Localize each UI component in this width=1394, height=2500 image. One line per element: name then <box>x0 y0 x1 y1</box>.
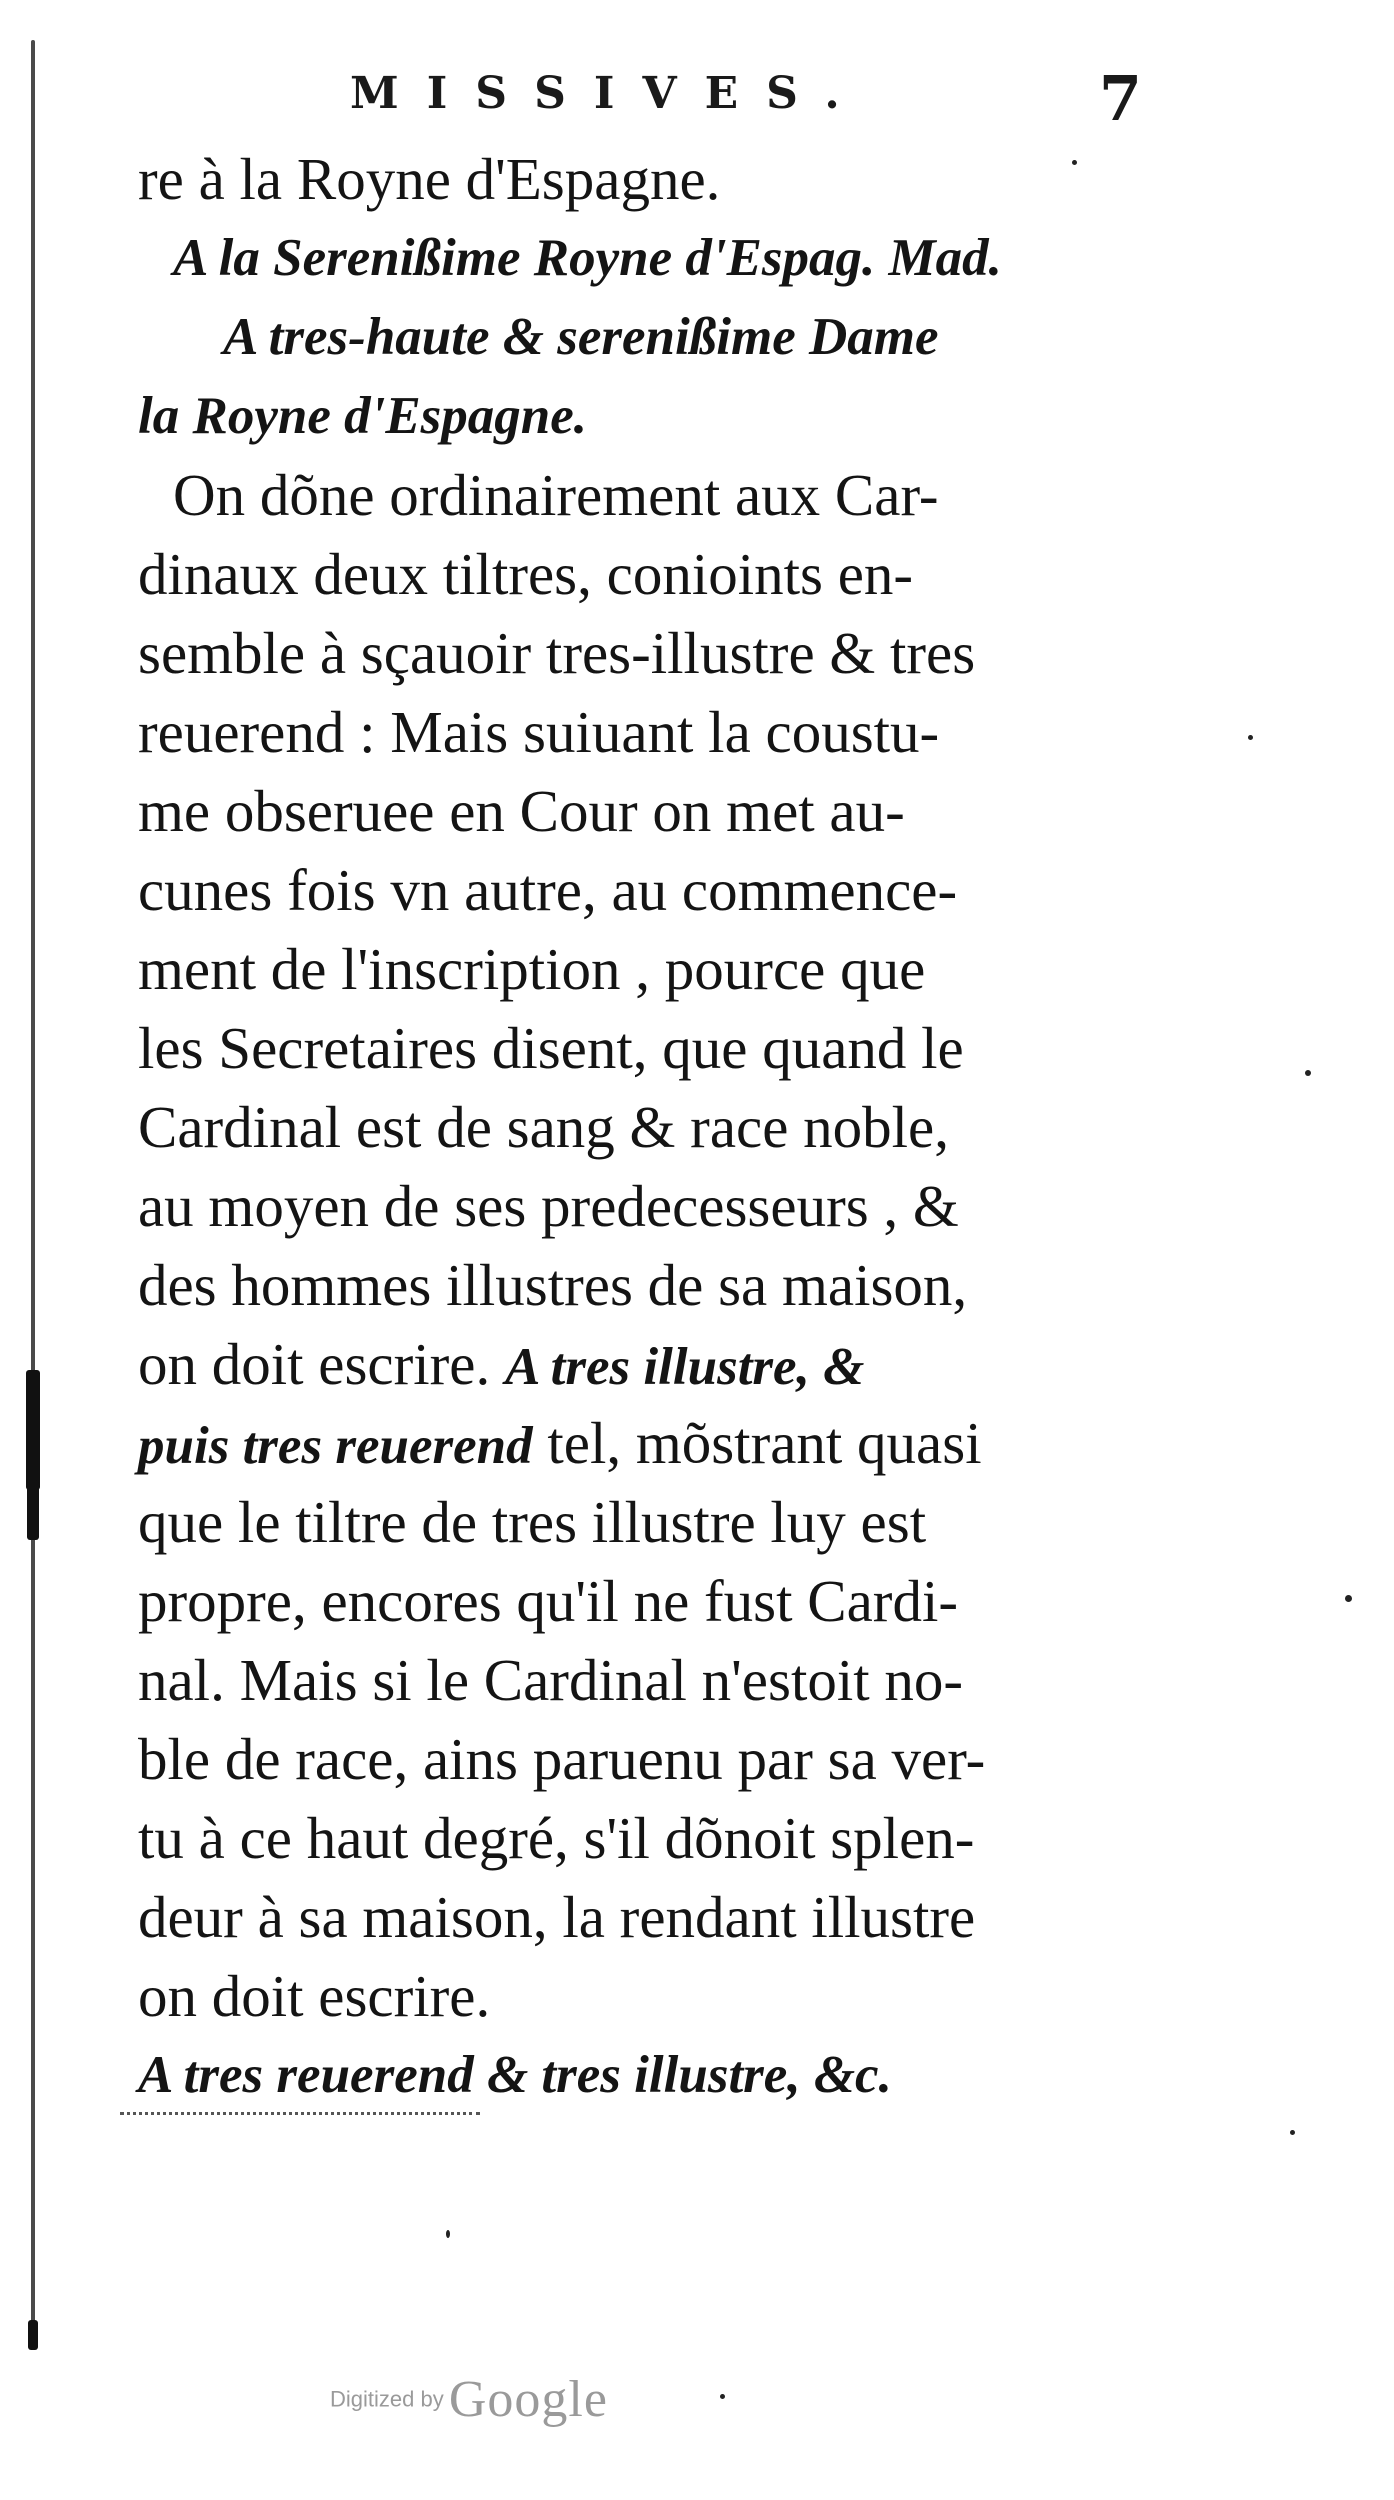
text-line-content: dinaux deux tiltres, conioints en- <box>138 541 914 607</box>
text-line-content: on doit escrire. <box>138 1331 491 1397</box>
text-line-content: reuerend : Mais suiuant la coustu- <box>138 699 940 765</box>
running-head: MISSIVES. <box>350 68 868 119</box>
text-line <box>118 219 1178 298</box>
text-line <box>118 693 1178 772</box>
digitization-watermark <box>330 2370 608 2429</box>
text-line <box>118 1167 1178 1246</box>
body-text <box>118 140 1178 2115</box>
text-line <box>118 1088 1178 1167</box>
text-line-content: les Secretaires disent, que quand le <box>138 1015 964 1081</box>
text-line-content: la Royne d'Espagne. <box>138 387 588 445</box>
text-line-content: me obseruee en Cour on met au- <box>138 778 905 844</box>
ink-speck <box>1345 1595 1352 1602</box>
text-line-content: semble à sçauoir tres-illustre & tres <box>138 620 976 686</box>
text-line <box>118 1799 1178 1878</box>
ink-speck <box>1248 735 1253 740</box>
ink-speck <box>1305 1070 1311 1076</box>
text-line <box>118 1878 1178 1957</box>
text-line-content: cunes fois vn autre, au commence- <box>138 857 958 923</box>
text-line <box>118 930 1178 1009</box>
watermark-prefix: Digitized by <box>330 2386 444 2412</box>
watermark-logo: Google <box>448 2371 608 2428</box>
text-line-italic: puis tres reuerend <box>138 1417 533 1475</box>
ink-speck <box>1072 160 1077 165</box>
text-line-content: deur à sa maison, la rendant illustre <box>138 1884 976 1950</box>
text-line <box>118 1325 1178 1404</box>
text-line-content: On dõne ordinairement aux Car- <box>173 462 939 528</box>
text-line <box>118 1246 1178 1325</box>
text-line <box>118 851 1178 930</box>
gutter-ink-mark <box>26 1370 40 1490</box>
text-line-content: ble de race, ains paruenu par sa ver- <box>138 1726 986 1792</box>
gutter-ink-mark <box>28 2320 38 2350</box>
text-line <box>118 377 1178 456</box>
text-line <box>118 1404 1178 1483</box>
text-line-content: A la Serenißime Royne d'Espag. Mad. <box>173 229 1002 287</box>
text-line-content: nal. Mais si le Cardinal n'estoit no- <box>138 1647 964 1713</box>
ink-speck <box>720 2394 725 2399</box>
text-line-italic: A tres illustre, & <box>505 1338 865 1396</box>
text-line-content: au moyen de ses predecesseurs , & <box>138 1173 959 1239</box>
text-line-content: tel, mõstrant quasi <box>547 1410 982 1476</box>
text-line-content: A tres reuerend & tres illustre, &c. <box>138 2046 892 2104</box>
text-line-content: des hommes illustres de sa maison, <box>138 1252 968 1318</box>
text-line <box>118 535 1178 614</box>
text-line-content: Cardinal est de sang & race noble, <box>138 1094 949 1160</box>
dotted-rule <box>120 2112 480 2115</box>
gutter-ink-mark <box>27 1480 39 1540</box>
text-line <box>118 1562 1178 1641</box>
text-line-content: ment de l'inscription , pource que <box>138 936 926 1002</box>
text-line-content: A tres-haute & serenißime Dame <box>223 308 939 366</box>
text-line <box>118 298 1178 377</box>
text-line-content: tu à ce haut degré, s'il dõnoit splen- <box>138 1805 975 1871</box>
text-line-content: que le tiltre de tres illustre luy est <box>138 1489 927 1555</box>
text-line <box>118 772 1178 851</box>
text-line <box>118 614 1178 693</box>
text-line-content: on doit escrire. <box>138 1963 491 2029</box>
page-header <box>180 62 1160 142</box>
text-line <box>118 456 1178 535</box>
text-line <box>118 2036 1178 2115</box>
ink-speck <box>1290 2130 1295 2135</box>
text-line <box>118 1483 1178 1562</box>
text-line-content: re à la Royne d'Espagne. <box>138 146 721 212</box>
ink-speck <box>446 2230 450 2238</box>
binding-gutter <box>28 40 38 2340</box>
text-line <box>118 1720 1178 1799</box>
text-line <box>118 1641 1178 1720</box>
page-number: 7 <box>1098 62 1142 135</box>
text-line-content: propre, encores qu'il ne fust Cardi- <box>138 1568 958 1634</box>
text-line <box>118 140 1178 219</box>
text-line <box>118 1957 1178 2036</box>
text-line <box>118 1009 1178 1088</box>
gutter-edge-line <box>31 40 35 2330</box>
